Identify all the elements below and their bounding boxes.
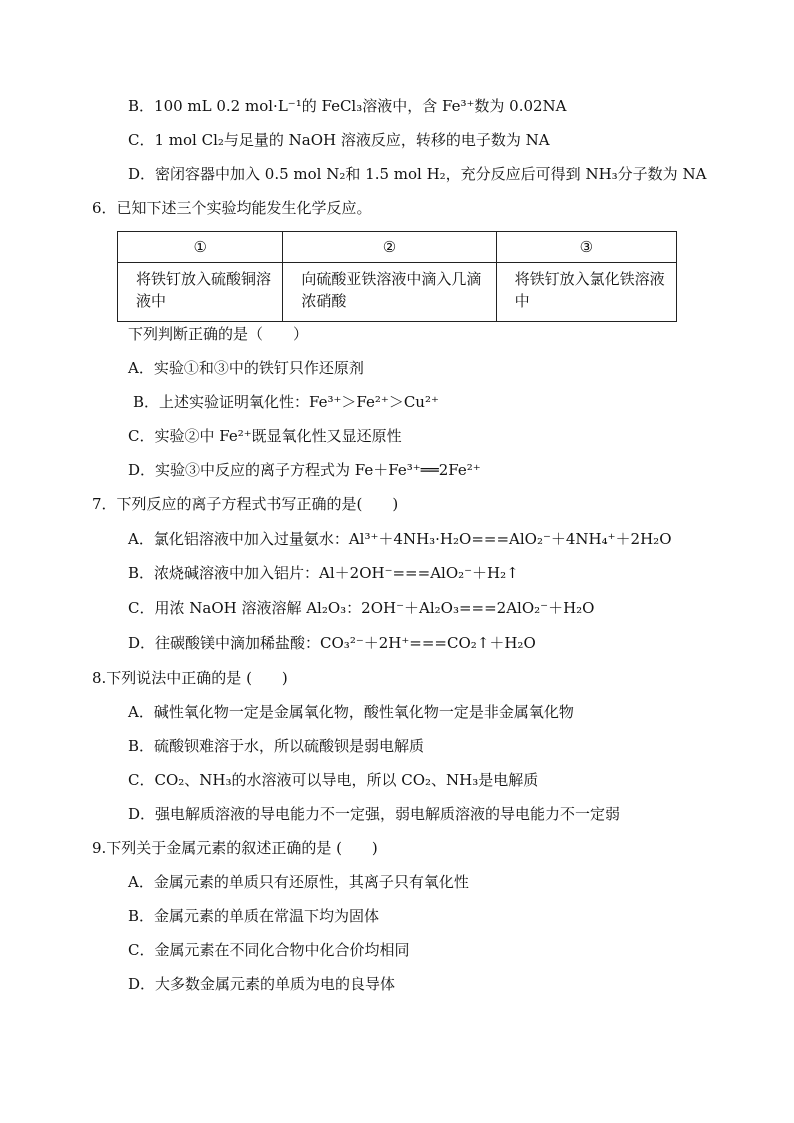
- q5-option-c: C．1 mol Cl₂与足量的 NaOH 溶液反应，转移的电子数为 NA: [128, 131, 550, 149]
- table-header-row: [118, 232, 677, 263]
- q9-option-a: A．金属元素的单质只有还原性，其离子只有氧化性: [128, 873, 469, 891]
- table-header-3: ③: [496, 232, 676, 263]
- q7-option-b: B．浓烧碱溶液中加入铝片：Al＋2OH⁻===AlO₂⁻＋H₂↑: [128, 564, 519, 582]
- q7-stem: 7．下列反应的离子方程式书写正确的是( ): [92, 495, 399, 513]
- q6-prompt: 下列判断正确的是（ ）: [128, 325, 309, 343]
- table-header-2: ②: [283, 232, 496, 263]
- q8-option-a: A．碱性氧化物一定是金属氧化物，酸性氧化物一定是非金属氧化物: [128, 703, 574, 721]
- table-cell-1: [118, 263, 283, 322]
- table-cell-3: [496, 263, 676, 322]
- q6-option-b: B．上述实验证明氧化性：Fe³⁺＞Fe²⁺＞Cu²⁺: [133, 393, 439, 411]
- q8-stem: 8.下列说法中正确的是 ( ): [92, 669, 288, 687]
- q6-option-a: A．实验①和③中的铁钉只作还原剂: [128, 359, 364, 377]
- q9-option-d: D．大多数金属元素的单质为电的良导体: [128, 975, 396, 993]
- q6-option-d: D．实验③中反应的离子方程式为 Fe＋Fe³⁺══2Fe²⁺: [128, 461, 481, 479]
- q7-option-d: D．往碳酸镁中滴加稀盐酸：CO₃²⁻＋2H⁺===CO₂↑＋H₂O: [128, 634, 536, 652]
- table-cell-2: [283, 263, 496, 322]
- q9-stem: 9.下列关于金属元素的叙述正确的是 ( ): [92, 839, 378, 857]
- q8-option-c: C．CO₂、NH₃的水溶液可以导电，所以 CO₂、NH₃是电解质: [128, 771, 539, 789]
- cell-text-2: 向硫酸亚铁溶液中滴入几滴浓硝酸: [301, 270, 482, 310]
- q7-option-c: C．用浓 NaOH 溶液溶解 Al₂O₃：2OH⁻＋Al₂O₃===2AlO₂⁻＋H₂O: [128, 599, 595, 617]
- cell-text-3: 将铁钉放入氯化铁溶液中: [514, 270, 665, 310]
- q9-option-c: C．金属元素在不同化合物中化合价均相同: [128, 941, 410, 959]
- q9-option-b: B．金属元素的单质在常温下均为固体: [128, 907, 380, 925]
- cell-text-1: 将铁钉放入硫酸铜溶液中: [136, 270, 272, 310]
- table-row: [118, 263, 677, 322]
- q8-option-b: B．硫酸钡难溶于水，所以硫酸钡是弱电解质: [128, 737, 425, 755]
- q6-option-c: C．实验②中 Fe²⁺既显氧化性又显还原性: [128, 427, 402, 445]
- q6-stem: 6．已知下述三个实验均能发生化学反应。: [92, 199, 372, 217]
- q6-experiment-table: [117, 231, 677, 322]
- q7-option-a: A．氯化铝溶液中加入过量氨水：Al³⁺＋4NH₃·H₂O===AlO₂⁻＋4NH₄⁺＋2H₂O: [128, 530, 672, 548]
- q5-option-b: B．100 mL 0.2 mol·L⁻¹的 FeCl₃溶液中，含 Fe³⁺数为 0.02NA: [128, 97, 567, 115]
- q8-option-d: D．强电解质溶液的导电能力不一定强，弱电解质溶液的导电能力不一定弱: [128, 805, 621, 823]
- table-header-1: ①: [118, 232, 283, 263]
- q5-option-d: D．密闭容器中加入 0.5 mol N₂和 1.5 mol H₂，充分反应后可得到 NH₃分子数为 NA: [128, 165, 707, 183]
